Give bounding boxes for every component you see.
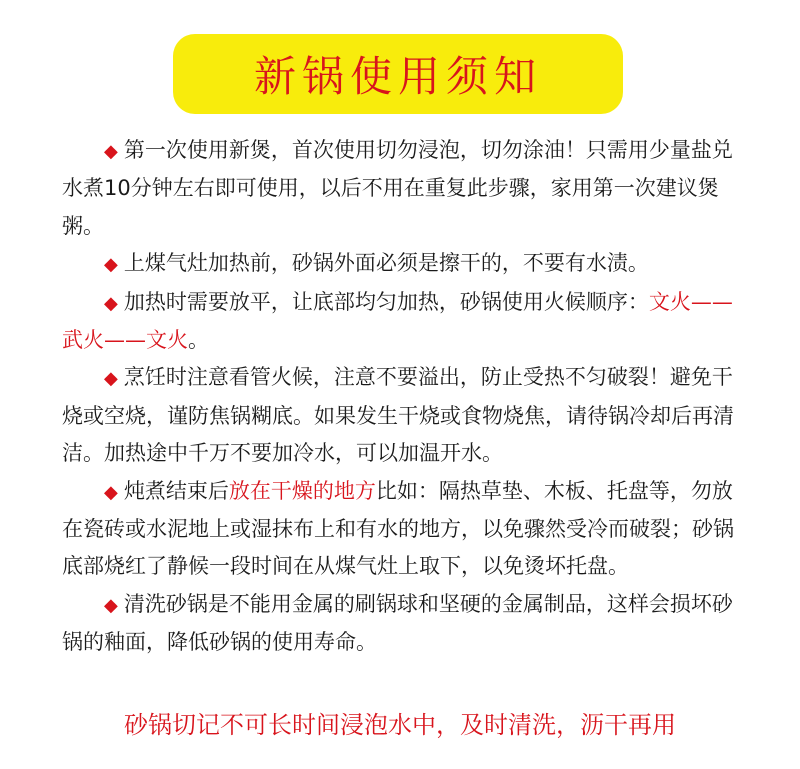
paragraph-text: 炖煮结束后 [123,478,229,503]
instruction-paragraph-5 [62,473,734,586]
paragraph-text: 加热时需要放平，让底部均匀加热，砂锅使用火候顺序： [123,289,649,314]
diamond-bullet-icon: ◆ [104,594,118,616]
dry-place-highlight: 放在干燥的地方 [228,478,376,503]
paragraph-text: 烹饪时注意看管火候，注意不要溢出，防止受热不匀破裂！避免干烧或空烧，谨防焦锅糊底。如果发生干烧或食物烧焦，请待锅冷却后再清洁。加热途中千万不要加冷水，可以加温开水。 [62,365,734,466]
diamond-bullet-icon: ◆ [104,141,118,162]
instructions-body [62,132,734,662]
diamond-bullet-icon: ◆ [104,254,118,276]
instruction-paragraph-4 [62,359,734,472]
paragraph-text: 比如：隔热草垫、木板、托盘等，勿放在瓷砖或水泥地上或湿抹布上和有水的地方，以免骤然受冷而破裂；砂锅底部烧红了静候一段时间在从煤气灶上取下，以免烫坏托盘。 [62,478,734,579]
paragraph-text: 。 [188,328,209,353]
diamond-bullet-icon: ◆ [104,481,118,503]
paragraph-text: 上煤气灶加热前，砂锅外面必须是擦干的，不要有水渍。 [123,251,649,276]
page-title: 新锅使用须知 [253,52,542,101]
instruction-paragraph-6 [62,586,734,662]
instruction-paragraph-3 [62,284,734,360]
heat-sequence-highlight: 文火——武火——文火 [62,289,733,353]
instruction-paragraph-2 [62,245,734,283]
paragraph-text: 清洗砂锅是不能用金属的刷锅球和坚硬的金属制品，这样会损坏砂锅的釉面，降低砂锅的使用寿命。 [62,591,733,655]
footer-warning: 砂锅切记不可长时间浸泡水中，及时清洗，沥干再用 [124,711,676,739]
diamond-bullet-icon: ◆ [104,368,118,390]
instruction-paragraph-1 [62,132,734,245]
diamond-bullet-icon: ◆ [104,292,118,314]
paragraph-text: 第一次使用新煲，首次使用切勿浸泡，切勿涂油！只需用少量盐兑水煮10分钟左右即可使用，以后不用在重复此步骤，家用第一次建议煲粥。 [62,138,733,238]
title-banner [173,34,623,114]
